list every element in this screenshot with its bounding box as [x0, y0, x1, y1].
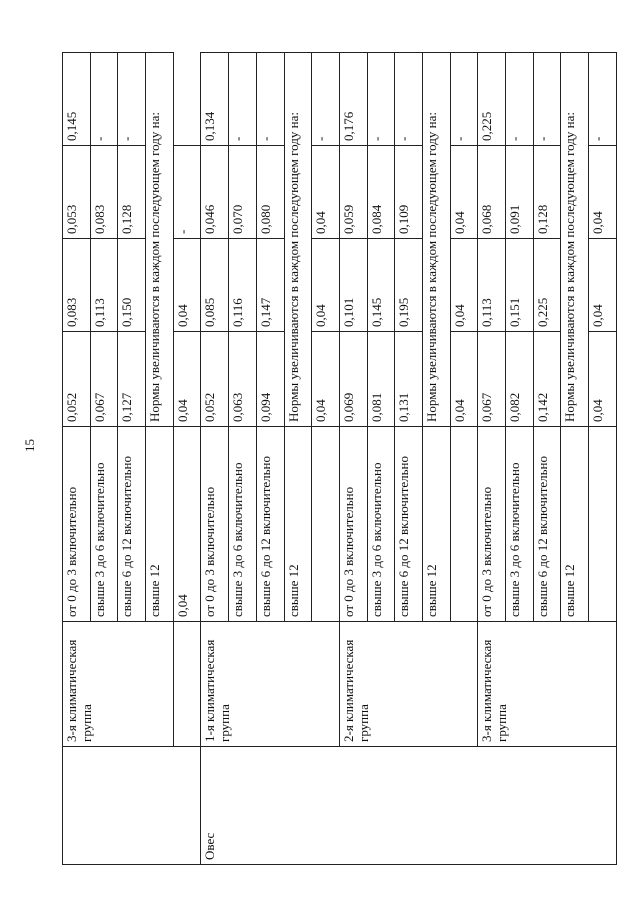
value-cell: 0,151 [506, 239, 534, 332]
age-range-cell: свыше 6 до 12 включительно [533, 427, 561, 622]
value-cell: 0,04 [173, 332, 201, 427]
norms-table [62, 52, 617, 865]
value-cell: 0,083 [63, 239, 91, 332]
value-cell: 0,059 [339, 146, 367, 239]
value-cell: 0,053 [63, 146, 91, 239]
value-cell: 0,04 [312, 332, 340, 427]
climate-group-cell: 3-я климатическая группа [63, 622, 174, 747]
value-cell: 0,131 [395, 332, 423, 427]
age-range-cell: от 0 до 3 включительно [339, 427, 367, 622]
value-cell: 0,080 [256, 146, 284, 239]
value-cell: 0,04 [589, 332, 617, 427]
value-cell: 0,142 [533, 332, 561, 427]
table-row [478, 53, 506, 865]
value-cell: 0,150 [118, 239, 146, 332]
value-cell: 0,094 [256, 332, 284, 427]
value-cell: - [90, 53, 118, 146]
value-cell: 0,063 [229, 332, 257, 427]
value-cell: 0,145 [367, 239, 395, 332]
crop-cell: Овес [201, 747, 617, 865]
value-cell: 0,113 [90, 239, 118, 332]
value-cell: 0,068 [478, 146, 506, 239]
value-cell: 0,067 [90, 332, 118, 427]
value-cell: 0,176 [339, 53, 367, 146]
value-cell: 0,128 [118, 146, 146, 239]
age-range-cell: свыше 12 [146, 427, 174, 622]
value-cell: 0,04 [312, 146, 340, 239]
value-cell: 0,04 [450, 239, 478, 332]
age-range-cell: свыше 3 до 6 включительно [506, 427, 534, 622]
value-cell: - [173, 146, 201, 239]
age-range-cell: свыше 12 [422, 427, 450, 622]
table-row [173, 53, 201, 865]
table-row [339, 53, 367, 865]
age-range-cell [589, 427, 617, 622]
value-cell: 0,04 [450, 332, 478, 427]
increase-note-cell: Нормы увеличиваются в каждом последующем году на: [422, 53, 450, 427]
age-range-cell: свыше 3 до 6 включительно [367, 427, 395, 622]
value-cell: - [312, 53, 340, 146]
value-cell: - [506, 53, 534, 146]
value-cell: 0,109 [395, 146, 423, 239]
crop-cell [63, 747, 201, 865]
age-range-cell: от 0 до 3 включительно [63, 427, 91, 622]
value-cell: 0,128 [533, 146, 561, 239]
value-cell: 0,127 [118, 332, 146, 427]
increase-note-cell: Нормы увеличиваются в каждом последующем году на: [146, 53, 174, 427]
value-cell: - [589, 53, 617, 146]
value-cell: 0,04 [312, 239, 340, 332]
value-cell: 0,052 [201, 332, 229, 427]
value-cell: 0,04 [173, 239, 201, 332]
age-range-cell [312, 427, 340, 622]
value-cell: 0,083 [90, 146, 118, 239]
value-cell: 0,046 [201, 146, 229, 239]
climate-group-cell: 2-я климатическая группа [339, 622, 477, 747]
table-row [201, 53, 229, 865]
age-range-cell: свыше 6 до 12 включительно [256, 427, 284, 622]
value-cell: 0,04 [173, 427, 201, 622]
value-cell: 0,116 [229, 239, 257, 332]
value-cell: - [229, 53, 257, 146]
age-range-cell: свыше 12 [284, 427, 312, 622]
value-cell: 0,081 [367, 332, 395, 427]
age-range-cell: свыше 12 [561, 427, 589, 622]
value-cell: - [395, 53, 423, 146]
age-range-cell [450, 427, 478, 622]
value-cell: - [118, 53, 146, 146]
age-range-cell: от 0 до 3 включительно [478, 427, 506, 622]
table-row [63, 53, 91, 865]
value-cell: - [450, 53, 478, 146]
value-cell: 0,101 [339, 239, 367, 332]
age-range-cell: от 0 до 3 включительно [201, 427, 229, 622]
value-cell: 0,147 [256, 239, 284, 332]
value-cell: 0,091 [506, 146, 534, 239]
value-cell: 0,04 [589, 239, 617, 332]
value-cell: 0,082 [506, 332, 534, 427]
value-cell: 0,195 [395, 239, 423, 332]
value-cell: 0,134 [201, 53, 229, 146]
rotated-page [62, 53, 617, 865]
increase-note-cell: Нормы увеличиваются в каждом последующем году на: [284, 53, 312, 427]
age-range-cell: свыше 6 до 12 включительно [118, 427, 146, 622]
value-cell: 0,084 [367, 146, 395, 239]
value-cell: 0,04 [450, 146, 478, 239]
age-range-cell: свыше 3 до 6 включительно [229, 427, 257, 622]
value-cell: 0,225 [478, 53, 506, 146]
value-cell: 0,225 [533, 239, 561, 332]
value-cell: 0,085 [201, 239, 229, 332]
value-cell: - [256, 53, 284, 146]
value-cell: 0,069 [339, 332, 367, 427]
value-cell: - [367, 53, 395, 146]
value-cell: 0,113 [478, 239, 506, 332]
value-cell: - [533, 53, 561, 146]
page-number: 15 [22, 439, 37, 452]
age-range-cell [173, 622, 201, 747]
age-range-cell: свыше 6 до 12 включительно [395, 427, 423, 622]
climate-group-cell: 1-я климатическая группа [201, 622, 339, 747]
climate-group-cell: 3-я климатическая группа [478, 622, 617, 747]
increase-note-cell: Нормы увеличиваются в каждом последующем году на: [561, 53, 589, 427]
value-cell: 0,145 [63, 53, 91, 146]
value-cell: 0,070 [229, 146, 257, 239]
value-cell: 0,04 [589, 146, 617, 239]
value-cell: 0,052 [63, 332, 91, 427]
value-cell: 0,067 [478, 332, 506, 427]
age-range-cell: свыше 3 до 6 включительно [90, 427, 118, 622]
